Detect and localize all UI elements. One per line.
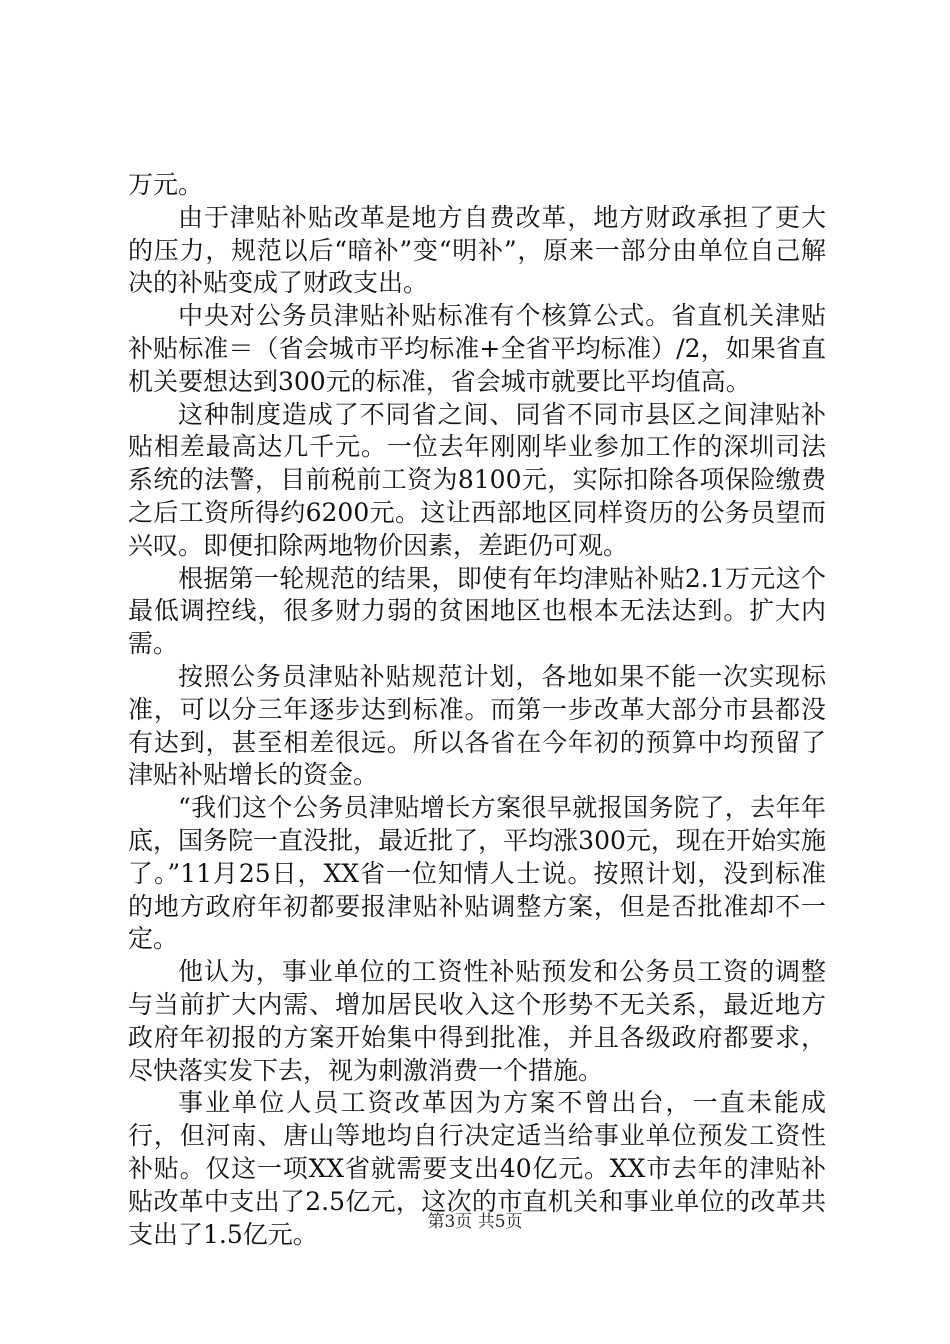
- paragraph: 事业单位人员工资改革因为方案不曾出台，一直未能成行，但河南、唐山等地均自行决定适当给事业单位预发工资性补贴。仅这一项XX省就需要支出40亿元。XX市去年的津贴补贴改革中支出了2.5亿元，这次的市直机关和事业单位的改革共支出了1.5亿元。: [128, 1088, 826, 1249]
- paragraph: 由于津贴补贴改革是地方自费改革，地方财政承担了更大的压力，规范以后“暗补”变“明补”，原来一部分由单位自己解决的补贴变成了财政支出。: [128, 202, 826, 298]
- paragraph: “我们这个公务员津贴增长方案很早就报国务院了，去年年底，国务院一直没批，最近批了，平均涨300元，现在开始实施了。”11月25日，XX省一位知情人士说。按照计划，没到标准的地方政府年初都要报津贴补贴调整方案，但是否批准却不一定。: [128, 793, 826, 954]
- paragraph: 他认为，事业单位的工资性补贴预发和公务员工资的调整与当前扩大内需、增加居民收入这个形势不无关系，最近地方政府年初报的方案开始集中得到批准，并且各级政府都要求，尽快落实发下去，视为刺激消费一个措施。: [128, 957, 826, 1085]
- paragraph: 根据第一轮规范的结果，即使有年均津贴补贴2.1万元这个最低调控线，很多财力弱的贫困地区也根本无法达到。扩大内需。: [128, 563, 826, 659]
- page-footer: 第3页 共5页: [427, 1212, 523, 1232]
- paragraph-continuation: 万元。: [128, 170, 204, 199]
- paragraph: 中央对公务员津贴补贴标准有个核算公式。省直机关津贴补贴标准＝（省会城市平均标准+全省平均标准）/2，如果省直机关要想达到300元的标准，省会城市就要比平均值高。: [128, 301, 826, 396]
- paragraph: 按照公务员津贴补贴规范计划，各地如果不能一次实现标准，可以分三年逐步达到标准。而第一步改革大部分市县都没有达到，甚至相差很远。所以各省在今年初的预算中均预留了津贴补贴增长的资金。: [128, 661, 826, 790]
- paragraph: 这种制度造成了不同省之间、同省不同市县区之间津贴补贴相差最高达几千元。一位去年刚刚毕业参加工作的深圳司法系统的法警，目前税前工资为8100元，实际扣除各项保险缴费之后工资所得约6200元。这让西部地区同样资历的公务员望而兴叹。即便扣除两地物价因素，差距仍可观。: [128, 399, 826, 560]
- document-body: [128, 169, 826, 1251]
